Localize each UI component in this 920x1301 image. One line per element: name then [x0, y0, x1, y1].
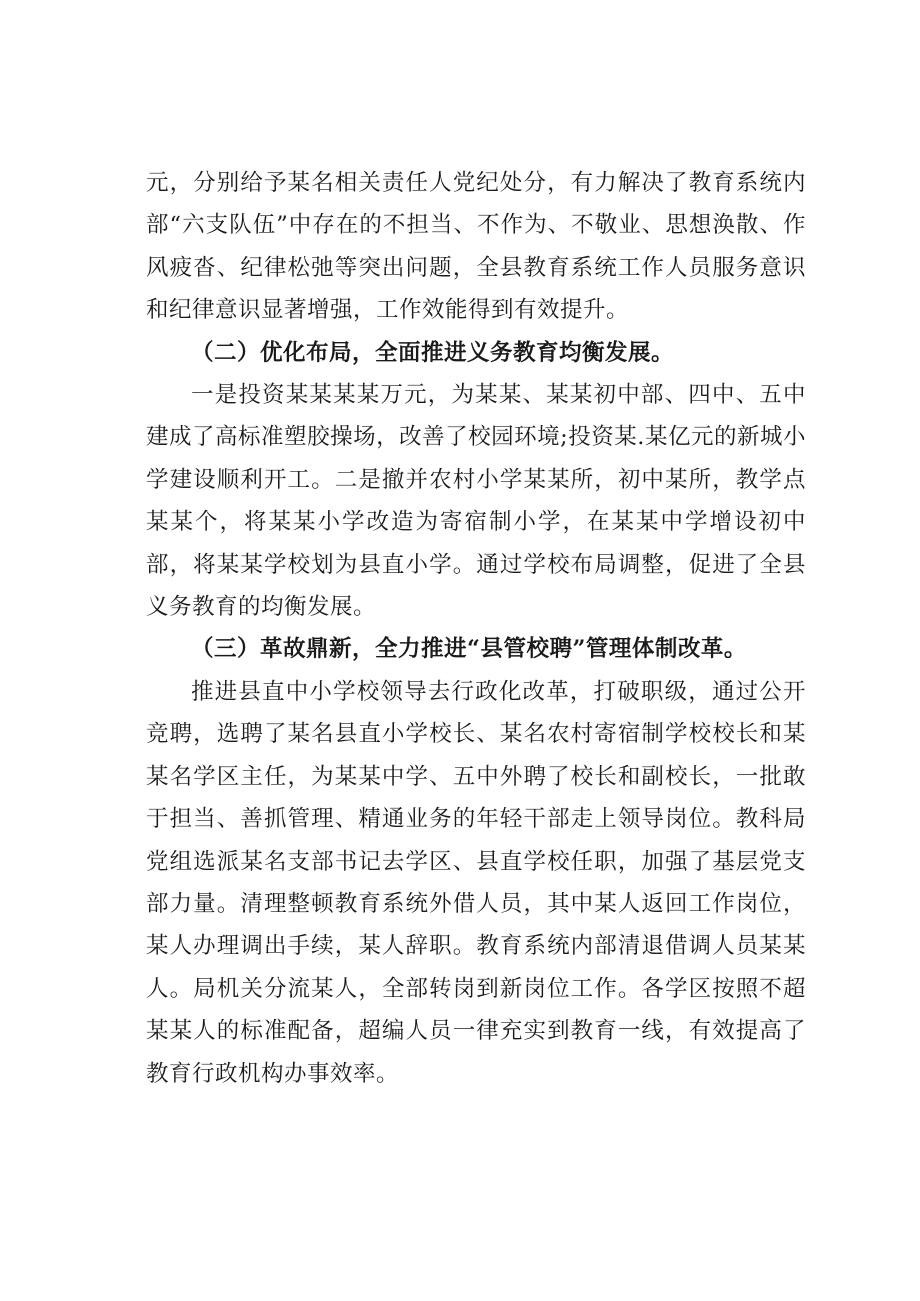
section-body-reform: 推进县直中小学校领导去行政化改革，打破职级，通过公开竞聘，选聘了某名县直小学校长、某名农村寄宿制学校校长和某某名学区主任，为某某中学、五中外聘了校长和副校长，一批敢于担当、善抓管理、精通业务的年轻干部走上领导岗位。教科局党组选派某名支部书记去学区、县直学校任职，加强了基层党支部力量。清理整顿教育系统外借人员，其中某人返回工作岗位，某人办理调出手续，某人辞职。教育系统内部清退借调人员某某人。局机关分流某人，全部转岗到新岗位工作。各学区按照不超某某人的标准配备，超编人员一律充实到教育一线，有效提高了教育行政机构办事效率。 [146, 678, 806, 1087]
document-body [146, 162, 806, 1095]
section-heading-reform: （三）革故鼎新，全力推进“县管校聘”管理体制改革。 [191, 636, 747, 663]
section-body-layout: 一是投资某某某某万元，为某某、某某初中部、四中、五中建成了高标准塑胶操场，改善了校园环境;投资某.某亿元的新城小学建设顺利开工。二是撤并农村小学某某所，初中某所，教学点某某个，将某某小学改造为寄宿制小学，在某某中学增设初中部，将某某学校划为县直小学。通过学校布局调整，促进了全县义务教育的均衡发展。 [146, 382, 806, 621]
section-heading-layout: （二）优化布局，全面推进义务教育均衡发展。 [191, 339, 675, 366]
continuation-paragraph: 元，分别给予某名相关责任人党纪处分，有力解决了教育系统内部“六支队伍”中存在的不担当、不作为、不敬业、思想涣散、作风疲沓、纪律松弛等突出问题，全县教育系统工作人员服务意识和纪律意识显著增强，工作效能得到有效提升。 [146, 170, 806, 324]
